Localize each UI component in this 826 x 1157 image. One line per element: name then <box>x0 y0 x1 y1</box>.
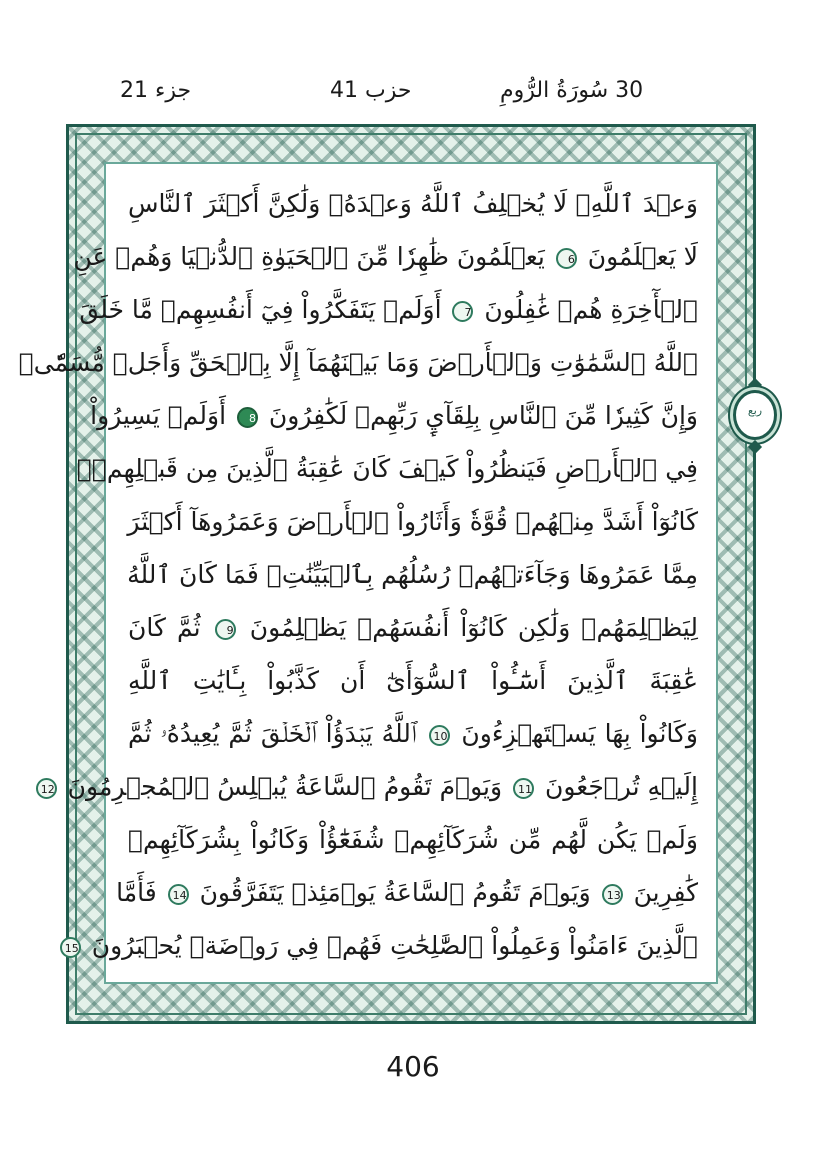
surah-title <box>500 78 643 103</box>
verse-line <box>79 284 698 336</box>
verse-text: فِي ٱلۡأَرۡضِ فَيَنظُرُواْ كَيۡفَ كَانَ عَٰقِبَةُ ٱلَّذِينَ مِن قَبۡلِهِمۡۚ <box>76 454 698 483</box>
verse-text: وَيَوۡمَ تَقُومُ ٱلسَّاعَةُ يَوۡمَئِذٖ يَتَفَرَّقُونَ <box>199 878 591 907</box>
verse-text: كَٰفِرِينَ <box>633 878 698 907</box>
verse-text: عَٰقِبَةَ ٱلَّذِينَ أَسَٰٓـُٔواْ ٱلسُّوٓأَىٰٓ أَن كَذَّبُواْ بِـَٔايَٰتِ ٱللَّهِ <box>128 666 698 695</box>
verse-text: ٱللَّهُ ٱلسَّمَٰوَٰتِ وَٱلۡأَرۡضَ وَمَا بَيۡنَهُمَآ إِلَّا بِٱلۡحَقِّ وَأَجَلٖ مُّسَمّٗىۗ <box>18 348 698 377</box>
ayah-number-marker: 14 <box>168 884 189 905</box>
verse-line <box>128 496 698 548</box>
verse-line <box>40 761 698 813</box>
page-header <box>0 78 826 118</box>
verse-line <box>64 920 698 972</box>
verse-text: فَأَمَّا <box>116 878 157 907</box>
verse-text: وَكَانُواْ بِهَا يَسۡتَهۡزِءُونَ <box>461 719 699 748</box>
verse-line <box>18 337 698 389</box>
verse-text: لَا يَعۡلَمُونَ <box>587 242 698 271</box>
marker-tip-bottom <box>748 440 762 454</box>
verse-text: وَإِنَّ كَثِيرٗا مِّنَ ٱلنَّاسِ بِلِقَآيِٕ رَبِّهِمۡ لَكَٰفِرُونَ <box>268 401 698 430</box>
juz-label: جزء 21 <box>120 78 192 103</box>
rub-hizb-marker <box>726 376 784 456</box>
verse-text: ثُمَّ كَانَ <box>128 613 201 642</box>
ayah-number-marker: 8 <box>237 407 258 428</box>
verse-text: أَوَلَمۡ يَسِيرُواْ <box>90 401 227 430</box>
verse-text: يَعۡلَمُونَ ظَٰهِرٗا مِّنَ ٱلۡحَيَوٰةِ ٱلدُّنۡيَا وَهُمۡ عَنِ <box>73 242 545 271</box>
verse-text: ٱلۡأٓخِرَةِ هُمۡ غَٰفِلُونَ <box>484 295 698 324</box>
ayah-number-marker: 7 <box>452 301 473 322</box>
verse-line <box>128 814 698 866</box>
verse-line <box>128 178 698 230</box>
verse-text: وَيَوۡمَ تَقُومُ ٱلسَّاعَةُ يُبۡلِسُ ٱلۡمُجۡرِمُونَ <box>67 772 503 801</box>
ayah-number-marker: 15 <box>60 937 81 958</box>
verse-line <box>76 443 698 495</box>
verse-line <box>116 867 698 919</box>
ayah-number-marker: 6 <box>556 248 577 269</box>
verse-text: إِلَيۡهِ تُرۡجَعُونَ <box>544 772 698 801</box>
ayah-number-marker: 11 <box>513 778 534 799</box>
surah-name: سُورَةُ الرُّومِ <box>500 78 609 103</box>
verse-line <box>128 602 698 654</box>
ayah-number-marker: 10 <box>429 725 450 746</box>
quran-text-panel <box>18 162 718 984</box>
verse-line <box>128 549 698 601</box>
page-number: 406 <box>386 1050 440 1083</box>
verse-line <box>128 708 698 760</box>
verse-text: وَلَمۡ يَكُن لَّهُم مِّن شُرَكَآئِهِمۡ شُفَعَٰٓؤُاْ وَكَانُواْ بِشُرَكَآئِهِمۡ <box>128 825 698 854</box>
verse-text: كَانُوٓاْ أَشَدَّ مِنۡهُمۡ قُوَّةٗ وَأَثَارُواْ ٱلۡأَرۡضَ وَعَمَرُوهَآ أَكۡثَرَ <box>127 507 698 536</box>
surah-number: 30 <box>615 78 644 103</box>
verse-line <box>90 390 698 442</box>
rub-label: ربع <box>747 404 763 417</box>
verse-line <box>128 655 698 707</box>
verse-text: وَعۡدَ ٱللَّهِۖ لَا يُخۡلِفُ ٱللَّهُ وَعۡدَهُۥ وَلَٰكِنَّ أَكۡثَرَ ٱلنَّاسِ <box>128 189 698 218</box>
verse-text: لِيَظۡلِمَهُمۡ وَلَٰكِن كَانُوٓاْ أَنفُسَهُمۡ يَظۡلِمُونَ <box>249 613 699 642</box>
ayah-number-marker: 9 <box>215 619 236 640</box>
verse-text: ٱلَّذِينَ ءَامَنُواْ وَعَمِلُواْ ٱلصَّٰلِحَٰتِ فَهُمۡ فِي رَوۡضَةٖ يُحۡبَرُونَ <box>91 931 698 960</box>
hizb-label: حزب 41 <box>330 78 412 103</box>
verse-line <box>73 231 698 283</box>
verse-text: ٱللَّهُ يَبۡدَؤُاْ ٱلۡخَلۡقَ ثُمَّ يُعِيدُهُۥ ثُمَّ <box>128 719 417 748</box>
verse-text: مِمَّا عَمَرُوهَا وَجَآءَتۡهُمۡ رُسُلُهُم بِٱلۡبَيِّنَٰتِۖ فَمَا كَانَ ٱللَّهُ <box>127 560 698 589</box>
verse-text: أَوَلَمۡ يَتَفَكَّرُواْ فِيٓ أَنفُسِهِمۗ مَّا خَلَقَ <box>79 295 442 324</box>
ayah-number-marker: 13 <box>602 884 623 905</box>
ayah-number-marker: 12 <box>36 778 57 799</box>
